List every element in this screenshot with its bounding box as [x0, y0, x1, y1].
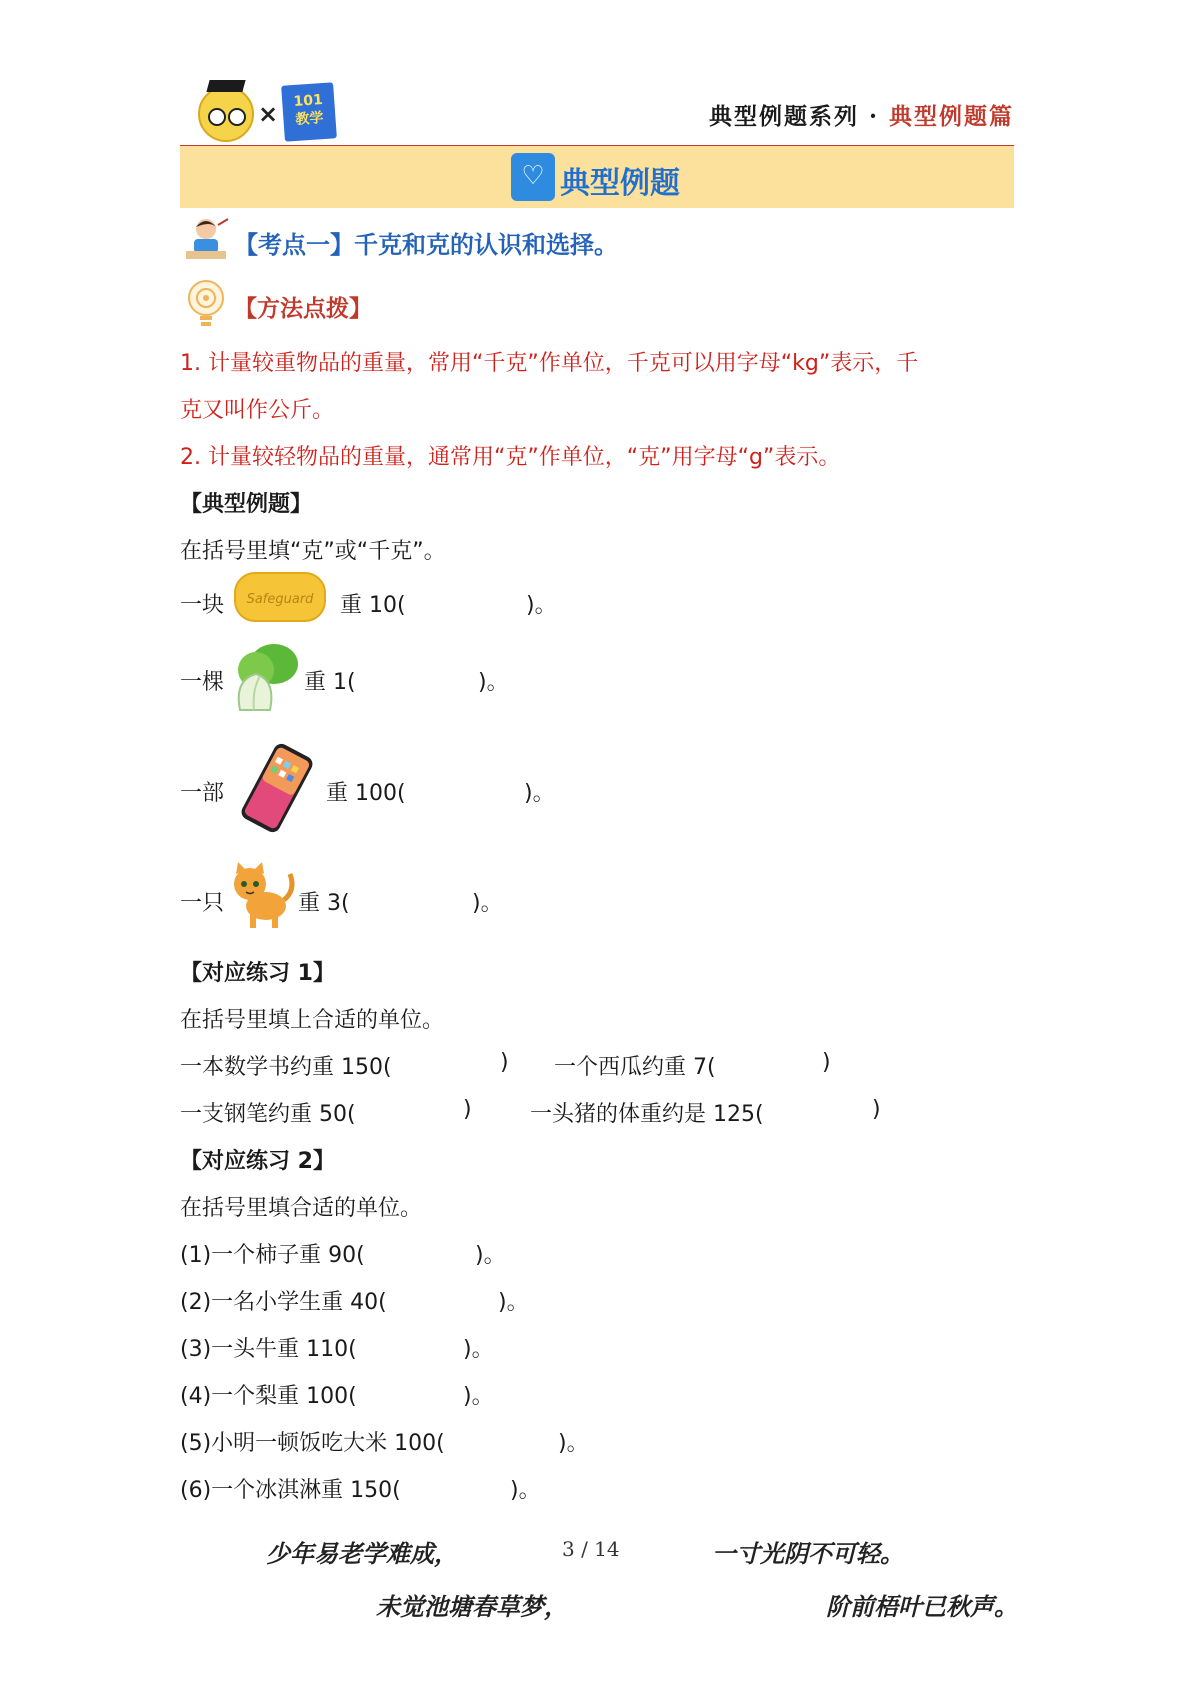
example-instruction: 在括号里填“克”或“千克”。	[180, 539, 446, 564]
practice-1-row-1-b: 一个西瓜约重 7(	[554, 1055, 716, 1080]
header-title-red: 典型例题篇	[889, 103, 1014, 130]
kaodian-title: 【考点一】千克和克的认识和选择。	[234, 231, 618, 259]
method-point-2: 2. 计量较轻物品的重量，通常用“克”作单位，“克”用字母“g”表示。	[180, 445, 841, 470]
practice-2-heading: 【对应练习 2】	[180, 1149, 335, 1174]
method-point-1-line-1: 1. 计量较重物品的重量，常用“千克”作单位，千克可以用字母“kg”表示，千	[180, 351, 919, 376]
example-item-2-prefix: 一棵	[180, 670, 225, 695]
header-title	[709, 98, 1014, 131]
practice-2-item-1-close: )。	[475, 1243, 506, 1268]
student-reading-icon	[184, 215, 230, 263]
practice-1-row-1-a-close: )	[500, 1050, 509, 1075]
banner-title: 典型例题	[560, 166, 680, 201]
practice-2-item-5: (5)小明一顿饭吃大米 100(	[180, 1431, 445, 1456]
example-item-1-close: )。	[526, 593, 557, 618]
page-number: 3 / 14	[562, 1537, 620, 1561]
soap-brand-text: Safeguard	[246, 592, 314, 607]
practice-1-row-2-b-close: )	[872, 1097, 881, 1122]
practice-2-item-6-close: )。	[510, 1478, 541, 1503]
soap-image	[232, 568, 328, 626]
practice-2-item-3: (3)一头牛重 110(	[180, 1337, 357, 1362]
example-item-1-text: 重 10(	[340, 593, 406, 618]
example-item-3-close: )。	[524, 781, 555, 806]
header-title-dot: ·	[868, 103, 879, 130]
practice-2-instruction: 在括号里填合适的单位。	[180, 1196, 423, 1221]
practice-1-heading: 【对应练习 1】	[180, 961, 335, 986]
practice-1-row-2-b: 一头猪的体重约是 125(	[530, 1102, 764, 1127]
cabbage-image	[230, 640, 302, 716]
footer-poem-3: 未觉池塘春草梦，	[376, 1592, 568, 1621]
example-heading: 【典型例题】	[180, 492, 313, 517]
logo-101-jiaoxue	[281, 82, 337, 141]
practice-2-item-1: (1)一个柿子重 90(	[180, 1243, 365, 1268]
owl-logo	[198, 86, 254, 142]
practice-2-item-4-close: )。	[463, 1384, 494, 1409]
footer-poem-4: 阶前梧叶已秋声。	[826, 1592, 1018, 1621]
practice-1-row-2-a-close: )	[463, 1097, 472, 1122]
practice-2-item-2-close: )。	[498, 1290, 529, 1315]
header-title-main: 典型例题系列	[708, 103, 859, 130]
practice-1-row-2-a: 一支钢笔约重 50(	[180, 1102, 356, 1127]
example-item-3-prefix: 一部	[180, 781, 225, 806]
glasses-left-icon	[208, 108, 226, 126]
footer-poem-2: 一寸光阴不可轻。	[712, 1539, 904, 1568]
logo-times-sign: ×	[258, 100, 279, 128]
practice-2-item-3-close: )。	[463, 1337, 494, 1362]
practice-2-item-6: (6)一个冰淇淋重 150(	[180, 1478, 401, 1503]
example-item-2-close: )。	[478, 670, 509, 695]
method-point-1-line-2: 克又叫作公斤。	[180, 398, 335, 423]
practice-2-item-4: (4)一个梨重 100(	[180, 1384, 357, 1409]
example-item-2-text: 重 1(	[304, 670, 356, 695]
example-item-4-prefix: 一只	[180, 891, 225, 916]
logo-jiaoxue-text: 教学	[294, 110, 325, 128]
logo-101-text: 101	[293, 92, 324, 111]
example-item-1-prefix: 一块	[180, 593, 225, 618]
example-item-4-close: )。	[472, 891, 503, 916]
lightbulb-icon	[186, 278, 226, 330]
practice-1-row-1-b-close: )	[822, 1050, 831, 1075]
graduation-cap-icon	[206, 80, 245, 92]
practice-1-instruction: 在括号里填上合适的单位。	[180, 1008, 445, 1033]
footer-poem-1: 少年易老学难成，	[266, 1539, 458, 1568]
example-item-3-text: 重 100(	[326, 781, 406, 806]
method-title: 【方法点拨】	[234, 296, 372, 322]
practice-2-item-5-close: )。	[558, 1431, 589, 1456]
example-item-4-text: 重 3(	[298, 891, 350, 916]
heart-hand-icon: ♡	[511, 153, 555, 201]
practice-1-row-1-a: 一本数学书约重 150(	[180, 1055, 392, 1080]
practice-2-item-2: (2)一名小学生重 40(	[180, 1290, 387, 1315]
cat-image	[228, 860, 298, 930]
glasses-right-icon	[228, 108, 246, 126]
phone-image	[232, 740, 322, 836]
